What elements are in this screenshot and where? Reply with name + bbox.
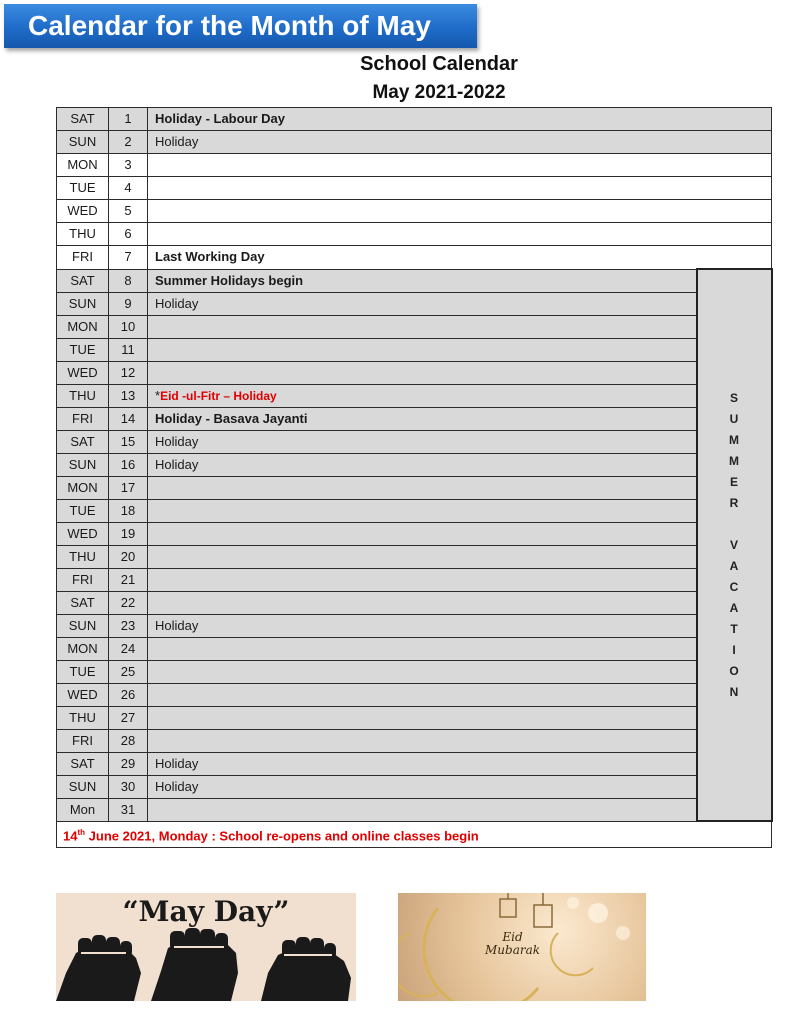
banner-title: Calendar for the Month of May — [28, 10, 431, 41]
date-cell: 29 — [109, 752, 148, 775]
table-row — [57, 315, 772, 338]
reopen-ordinal: th — [77, 828, 86, 837]
event-cell: Holiday — [148, 752, 697, 775]
table-row — [57, 752, 772, 775]
date-cell: 25 — [109, 660, 148, 683]
date-cell: 22 — [109, 591, 148, 614]
day-cell: MON — [57, 315, 109, 338]
vacation-letter: A — [729, 600, 739, 615]
day-cell: FRI — [57, 246, 109, 270]
event-cell — [148, 315, 697, 338]
table-row — [57, 499, 772, 522]
may-day-caption: “May Day” — [122, 895, 290, 928]
vacation-letter: O — [729, 663, 739, 678]
eid-mubarak-image — [398, 893, 646, 1001]
day-cell: WED — [57, 200, 109, 223]
event-cell — [148, 545, 697, 568]
table-row — [57, 338, 772, 361]
vacation-letter: I — [732, 642, 736, 657]
table-row — [57, 407, 772, 430]
day-cell: SUN — [57, 775, 109, 798]
event-cell: Holiday — [148, 430, 697, 453]
event-cell — [148, 223, 772, 246]
date-cell: 18 — [109, 499, 148, 522]
date-cell: 7 — [109, 246, 148, 270]
eid-mubarak-caption: Eid Mubarak — [485, 930, 541, 957]
table-row — [57, 545, 772, 568]
event-cell — [148, 154, 772, 177]
date-cell: 15 — [109, 430, 148, 453]
table-row — [57, 223, 772, 246]
table-row — [57, 200, 772, 223]
event-cell: Holiday — [148, 775, 697, 798]
date-cell: 26 — [109, 683, 148, 706]
event-cell: Holiday - Labour Day — [148, 108, 772, 131]
event-cell — [148, 568, 697, 591]
date-cell: 6 — [109, 223, 148, 246]
calendar-subtitle: May 2021-2022 — [372, 82, 506, 103]
table-row — [57, 775, 772, 798]
raised-fists-icon — [56, 893, 356, 1001]
date-cell: 9 — [109, 292, 148, 315]
event-cell — [148, 798, 697, 821]
vacation-letter: U — [729, 411, 739, 426]
date-cell: 21 — [109, 568, 148, 591]
day-cell: THU — [57, 384, 109, 407]
day-cell: WED — [57, 522, 109, 545]
vacation-letter: R — [729, 495, 739, 510]
date-cell: 17 — [109, 476, 148, 499]
table-row — [57, 798, 772, 821]
day-cell: WED — [57, 361, 109, 384]
day-cell: WED — [57, 683, 109, 706]
date-cell: 8 — [109, 269, 148, 292]
date-cell: 19 — [109, 522, 148, 545]
event-cell — [148, 706, 697, 729]
date-cell: 14 — [109, 407, 148, 430]
vacation-letter: C — [729, 579, 739, 594]
summer-vacation-cell — [697, 269, 772, 821]
day-cell: TUE — [57, 177, 109, 200]
table-row — [57, 637, 772, 660]
date-cell: 23 — [109, 614, 148, 637]
footer-row — [57, 821, 772, 848]
event-cell — [148, 729, 697, 752]
day-cell: TUE — [57, 660, 109, 683]
day-cell: SUN — [57, 453, 109, 476]
event-cell — [148, 683, 697, 706]
event-cell — [148, 522, 697, 545]
reopen-text: June 2021, Monday : School re-opens and online classes begin — [85, 828, 479, 844]
table-row — [57, 269, 772, 292]
calendar-table — [56, 107, 773, 848]
date-cell: 5 — [109, 200, 148, 223]
table-row — [57, 591, 772, 614]
day-cell: THU — [57, 545, 109, 568]
day-cell: SAT — [57, 269, 109, 292]
date-cell: 16 — [109, 453, 148, 476]
table-row — [57, 177, 772, 200]
vacation-letter: T — [730, 621, 738, 636]
date-cell: 1 — [109, 108, 148, 131]
table-row — [57, 384, 772, 407]
table-row — [57, 361, 772, 384]
table-row — [57, 292, 772, 315]
date-cell: 24 — [109, 637, 148, 660]
date-cell: 31 — [109, 798, 148, 821]
reopen-day: 14 — [63, 828, 78, 844]
day-cell: SUN — [57, 131, 109, 154]
vacation-letter: N — [729, 684, 739, 699]
day-cell: FRI — [57, 729, 109, 752]
vacation-letter: V — [729, 537, 738, 552]
day-cell: SAT — [57, 752, 109, 775]
day-cell: SAT — [57, 591, 109, 614]
date-cell: 28 — [109, 729, 148, 752]
event-cell: Holiday - Basava Jayanti — [148, 407, 697, 430]
date-cell: 20 — [109, 545, 148, 568]
date-cell: 2 — [109, 131, 148, 154]
calendar-title: School Calendar — [360, 53, 518, 75]
table-row — [57, 706, 772, 729]
may-day-image — [56, 893, 356, 1001]
vacation-letter — [724, 514, 744, 535]
event-cell — [148, 200, 772, 223]
event-cell — [148, 476, 697, 499]
table-row — [57, 614, 772, 637]
event-cell: Summer Holidays begin — [148, 269, 697, 292]
event-cell — [148, 361, 697, 384]
day-cell: MON — [57, 476, 109, 499]
table-row — [57, 729, 772, 752]
event-cell — [148, 338, 697, 361]
day-cell: TUE — [57, 338, 109, 361]
date-cell: 13 — [109, 384, 148, 407]
event-cell: Last Working Day — [148, 246, 772, 270]
day-cell: SUN — [57, 292, 109, 315]
table-row — [57, 108, 772, 131]
day-cell: THU — [57, 706, 109, 729]
table-row — [57, 476, 772, 499]
table-row — [57, 683, 772, 706]
event-cell — [148, 637, 697, 660]
table-row — [57, 154, 772, 177]
event-cell — [148, 499, 697, 522]
date-cell: 30 — [109, 775, 148, 798]
date-cell: 11 — [109, 338, 148, 361]
date-cell: 3 — [109, 154, 148, 177]
date-cell: 27 — [109, 706, 148, 729]
day-cell: THU — [57, 223, 109, 246]
event-cell: Holiday — [148, 131, 772, 154]
table-row — [57, 246, 772, 270]
vacation-letter: M — [729, 432, 739, 447]
event-highlight: Eid -ul-Fitr – Holiday — [160, 388, 277, 403]
day-cell: SAT — [57, 108, 109, 131]
vacation-letter: A — [729, 558, 739, 573]
day-cell: SUN — [57, 614, 109, 637]
day-cell: TUE — [57, 499, 109, 522]
event-cell: Holiday — [148, 614, 697, 637]
day-cell: FRI — [57, 407, 109, 430]
event-cell — [148, 384, 697, 407]
page-banner — [4, 4, 477, 48]
date-cell: 12 — [109, 361, 148, 384]
day-cell: MON — [57, 637, 109, 660]
table-row — [57, 660, 772, 683]
day-cell: MON — [57, 154, 109, 177]
day-cell: FRI — [57, 568, 109, 591]
table-row — [57, 568, 772, 591]
table-row — [57, 453, 772, 476]
vacation-letter: M — [729, 453, 739, 468]
summer-vacation-label — [724, 388, 744, 703]
reopen-note — [57, 821, 772, 848]
vacation-letter: E — [729, 474, 738, 489]
date-cell: 10 — [109, 315, 148, 338]
event-cell: Holiday — [148, 292, 697, 315]
event-cell: Holiday — [148, 453, 697, 476]
event-cell — [148, 591, 697, 614]
event-cell — [148, 660, 697, 683]
event-prefix: * — [155, 387, 161, 403]
table-row — [57, 522, 772, 545]
date-cell: 4 — [109, 177, 148, 200]
event-cell — [148, 177, 772, 200]
vacation-letter: S — [729, 390, 738, 405]
table-row — [57, 430, 772, 453]
day-cell: SAT — [57, 430, 109, 453]
day-cell: Mon — [57, 798, 109, 821]
table-row — [57, 131, 772, 154]
